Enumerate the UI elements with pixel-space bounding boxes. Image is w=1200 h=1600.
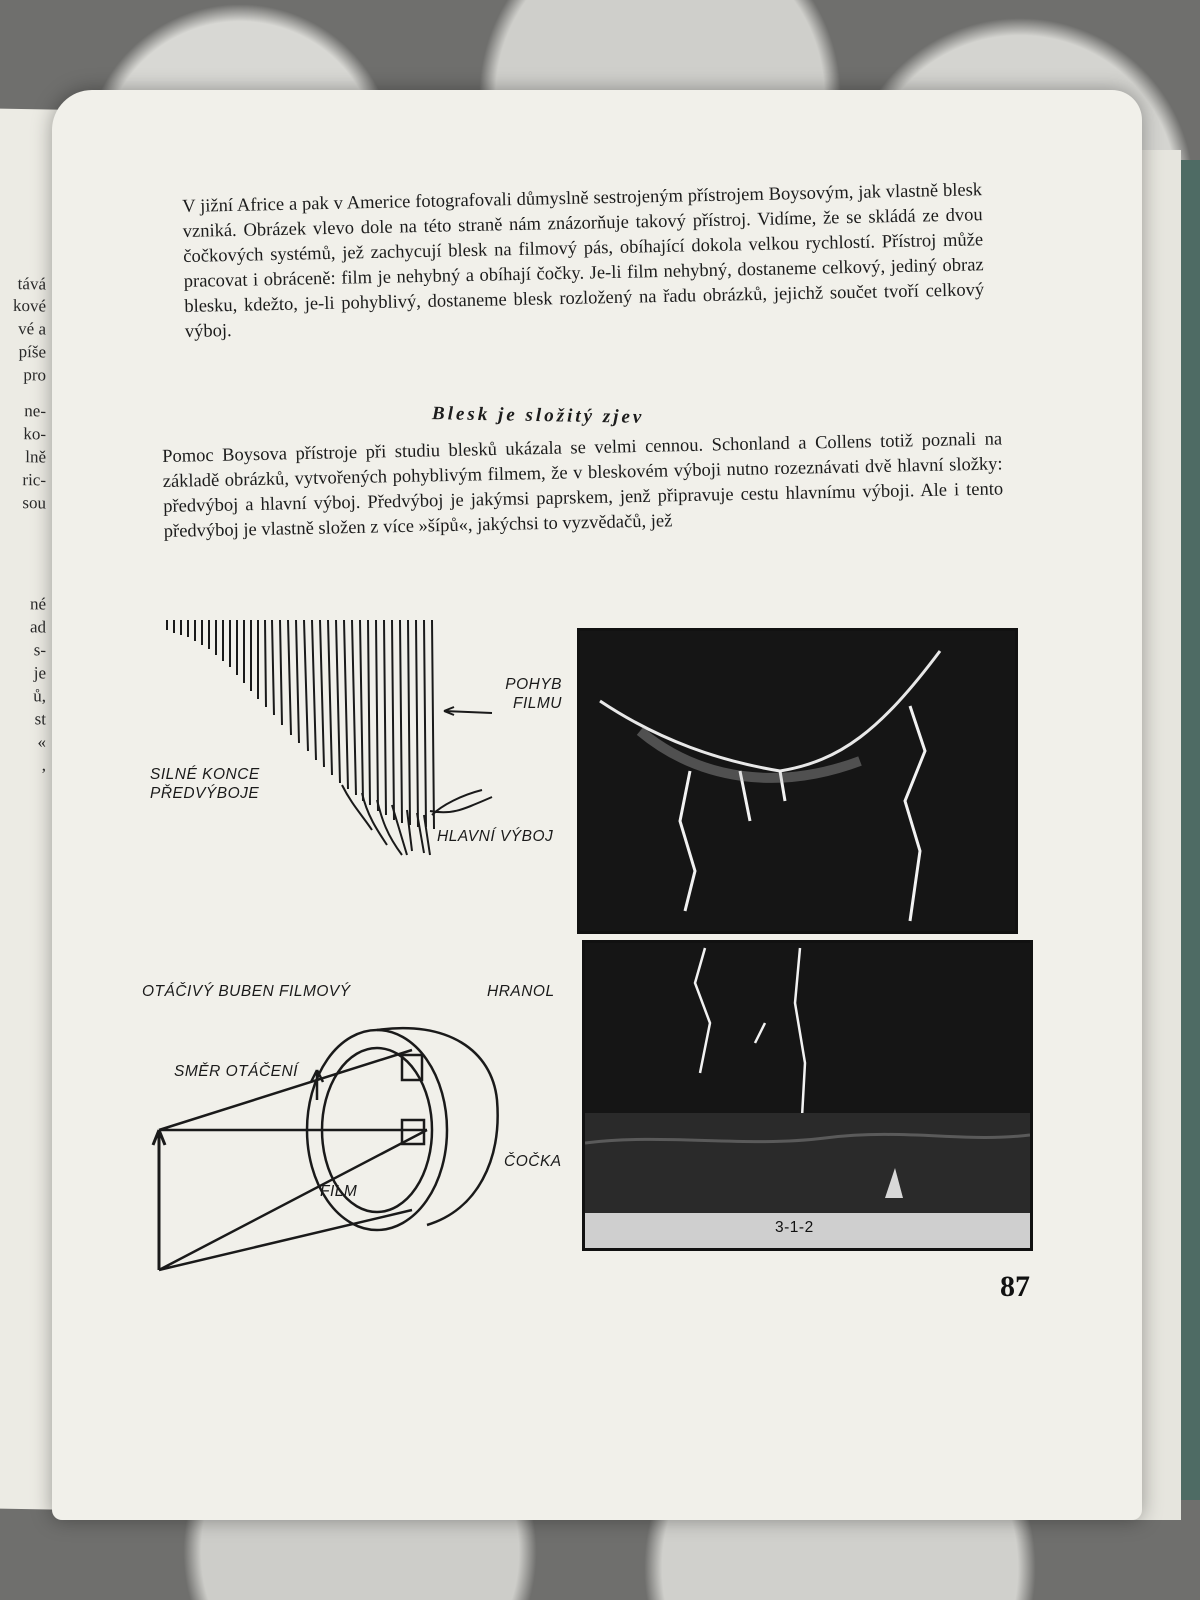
left-text-fragment: st	[34, 709, 46, 729]
left-text-fragment: s-	[33, 640, 46, 660]
lightning-photo-top	[577, 628, 1018, 934]
photo-caption: 3-1-2	[775, 1219, 814, 1236]
label-film-motion: POHYB FILMU	[505, 676, 562, 712]
left-text-fragment: vé a	[18, 318, 46, 339]
label-rotation-direction: SMĚR OTÁČENÍ	[174, 1063, 298, 1080]
left-text-fragment: je	[33, 663, 46, 683]
label-film: FILM	[320, 1183, 358, 1200]
label-prism: HRANOL	[487, 983, 555, 1000]
left-text-fragment: tává	[17, 273, 46, 294]
left-text-fragment: «	[37, 732, 46, 752]
label-rotating-drum: OTÁČIVÝ BUBEN FILMOVÝ	[142, 983, 351, 1000]
left-text-fragment: ric-	[22, 470, 46, 490]
left-text-fragment: ko-	[23, 424, 46, 444]
label-strong-ends: SILNÉ KONCE PŘEDVÝBOJE	[150, 766, 260, 802]
paragraph-intro: V jižní Africe a pak v Americe fotografovali důmyslně sestrojeným přístrojem Boysovým, jak vlastně blesk vzniká. Obrázek vlevo dole na této straně nám znázorňuje takový přístroj. Vidíme, že se skládá ze dvou čočkových systémů, jež zachycují blesk na filmový pás, obíhající dokola velkou rychlostí. Přístroj může pracovat i obráceně: film je nehybný a obíhají čočky. Je-li film nehybný, dostaneme celkový, jediný obraz blesku, kdežto, je-li pohyblivý, dostaneme blesk rozložený na řadu obrázků, jejichž součet tvoří celkový výboj.	[182, 180, 985, 342]
label-lens: ČOČKA	[504, 1153, 562, 1170]
paragraph-body: Pomoc Boysova přístroje při studiu blesků ukázala se velmi cennou. Schonland a Collens totiž poznali na základě obrázků, vytvořených pohyblivým filmem, že v bleskovém výboji nutno rozeznávati dvě hlavní složky: předvýboj a hlavní výboj. Předvýboj je jakýmsi paprskem, jenž připravuje cestu hlavnímu výboji. Ale i tento předvýboj je vlastně složen z více »šípů«, jakýchsi to vyzvědačů, jež	[162, 429, 1004, 542]
left-text-fragment: ad	[29, 617, 46, 637]
label-main-discharge: HLAVNÍ VÝBOJ	[437, 828, 554, 845]
left-text-fragment: ů,	[33, 686, 46, 706]
left-text-fragment: ne-	[24, 401, 46, 421]
left-text-fragment: lně	[25, 447, 46, 467]
left-text-fragment: ,	[41, 755, 46, 775]
left-text-fragment: píše	[18, 341, 46, 362]
page-number: 87	[1000, 1270, 1030, 1303]
left-text-fragment: sou	[22, 493, 46, 513]
book-page	[52, 90, 1142, 1520]
left-text-fragment: pro	[23, 365, 46, 385]
section-heading: Blesk je složitý zjev	[431, 403, 645, 428]
left-text-fragment: kové	[12, 295, 46, 316]
lightning-photo-bottom	[582, 940, 1033, 1251]
left-text-fragment: né	[29, 594, 46, 614]
